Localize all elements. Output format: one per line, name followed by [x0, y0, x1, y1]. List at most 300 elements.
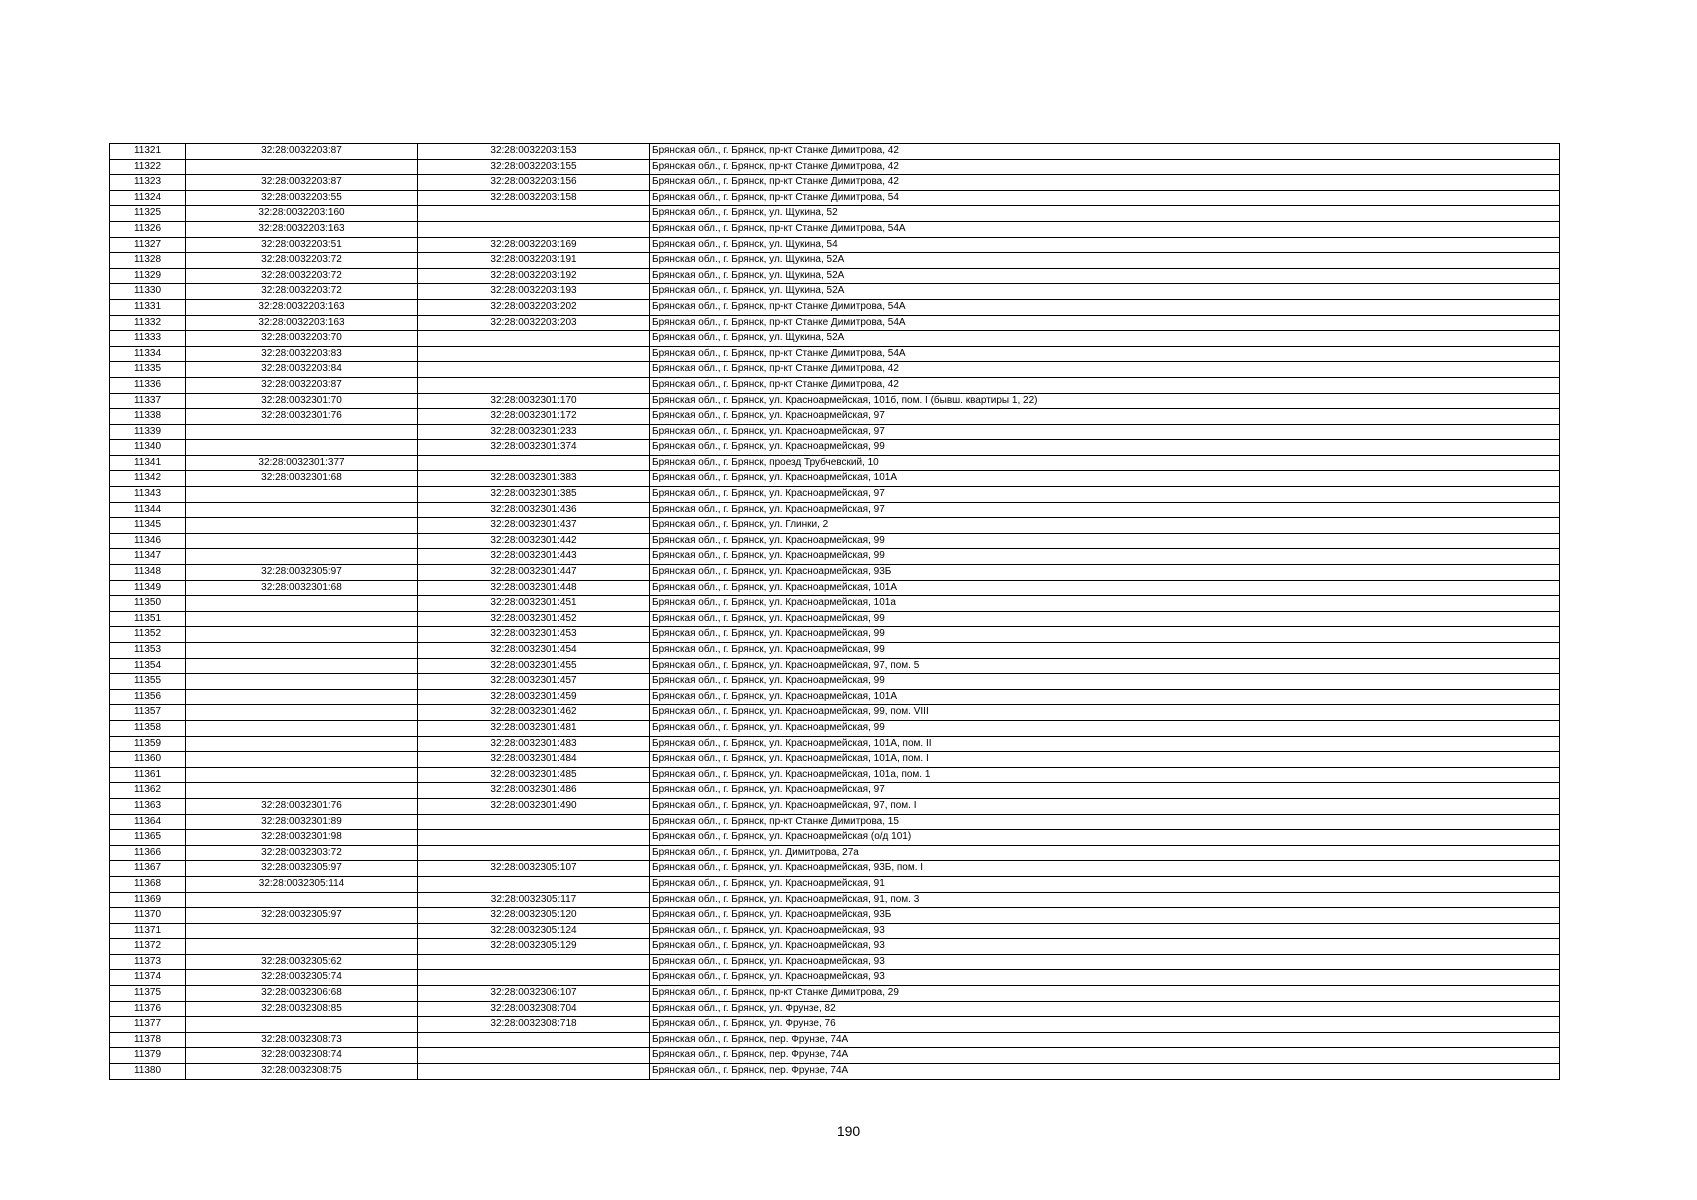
- address-cell: Брянская обл., г. Брянск, пр-кт Станке Димитрова, 54А: [650, 315, 1560, 331]
- address-cell: Брянская обл., г. Брянск, ул. Красноармейская, 91, пом. 3: [650, 892, 1560, 908]
- table-row: [110, 767, 1560, 783]
- row-number-cell: 11364: [110, 814, 186, 830]
- parcel-cadastral-number-cell: [186, 783, 418, 799]
- row-number-cell: 11322: [110, 159, 186, 175]
- row-number-cell: 11369: [110, 892, 186, 908]
- object-cadastral-number-cell: 32:28:0032308:718: [418, 1017, 650, 1033]
- address-cell: Брянская обл., г. Брянск, ул. Красноармейская, 99: [650, 643, 1560, 659]
- object-cadastral-number-cell: 32:28:0032203:203: [418, 315, 650, 331]
- address-cell: Брянская обл., г. Брянск, ул. Щукина, 52: [650, 206, 1560, 222]
- row-number-cell: 11356: [110, 689, 186, 705]
- object-cadastral-number-cell: [418, 970, 650, 986]
- object-cadastral-number-cell: 32:28:0032203:153: [418, 144, 650, 160]
- object-cadastral-number-cell: 32:28:0032306:107: [418, 986, 650, 1002]
- row-number-cell: 11347: [110, 549, 186, 565]
- row-number-cell: 11329: [110, 268, 186, 284]
- row-number-cell: 11326: [110, 221, 186, 237]
- parcel-cadastral-number-cell: 32:28:0032203:163: [186, 315, 418, 331]
- parcel-cadastral-number-cell: 32:28:0032301:70: [186, 393, 418, 409]
- row-number-cell: 11349: [110, 580, 186, 596]
- address-cell: Брянская обл., г. Брянск, ул. Красноармейская (о/д 101): [650, 830, 1560, 846]
- address-cell: Брянская обл., г. Брянск, ул. Красноармейская, 99: [650, 611, 1560, 627]
- object-cadastral-number-cell: 32:28:0032301:447: [418, 565, 650, 581]
- object-cadastral-number-cell: [418, 362, 650, 378]
- row-number-cell: 11372: [110, 939, 186, 955]
- object-cadastral-number-cell: 32:28:0032301:383: [418, 471, 650, 487]
- object-cadastral-number-cell: 32:28:0032301:385: [418, 487, 650, 503]
- parcel-cadastral-number-cell: [186, 736, 418, 752]
- address-cell: Брянская обл., г. Брянск, пр-кт Станке Димитрова, 42: [650, 144, 1560, 160]
- parcel-cadastral-number-cell: [186, 518, 418, 534]
- table-row: [110, 237, 1560, 253]
- address-cell: Брянская обл., г. Брянск, ул. Красноармейская, 99: [650, 720, 1560, 736]
- address-cell: Брянская обл., г. Брянск, пер. Фрунзе, 74А: [650, 1032, 1560, 1048]
- table-row: [110, 565, 1560, 581]
- object-cadastral-number-cell: 32:28:0032305:117: [418, 892, 650, 908]
- address-cell: Брянская обл., г. Брянск, пер. Фрунзе, 74А: [650, 1064, 1560, 1080]
- table-row: [110, 705, 1560, 721]
- table-row: [110, 643, 1560, 659]
- address-cell: Брянская обл., г. Брянск, ул. Фрунзе, 82: [650, 1001, 1560, 1017]
- table-row: [110, 533, 1560, 549]
- parcel-cadastral-number-cell: 32:28:0032203:72: [186, 268, 418, 284]
- address-cell: Брянская обл., г. Брянск, ул. Красноармейская, 99: [650, 440, 1560, 456]
- row-number-cell: 11330: [110, 284, 186, 300]
- parcel-cadastral-number-cell: [186, 689, 418, 705]
- address-cell: Брянская обл., г. Брянск, ул. Красноармейская, 97: [650, 502, 1560, 518]
- parcel-cadastral-number-cell: [186, 720, 418, 736]
- address-cell: Брянская обл., г. Брянск, проезд Трубчевский, 10: [650, 455, 1560, 471]
- parcel-cadastral-number-cell: 32:28:0032303:72: [186, 845, 418, 861]
- parcel-cadastral-number-cell: 32:28:0032203:87: [186, 144, 418, 160]
- parcel-cadastral-number-cell: [186, 674, 418, 690]
- row-number-cell: 11366: [110, 845, 186, 861]
- row-number-cell: 11325: [110, 206, 186, 222]
- table-row: [110, 876, 1560, 892]
- address-cell: Брянская обл., г. Брянск, ул. Фрунзе, 76: [650, 1017, 1560, 1033]
- object-cadastral-number-cell: 32:28:0032301:484: [418, 752, 650, 768]
- table-row: [110, 798, 1560, 814]
- address-cell: Брянская обл., г. Брянск, ул. Красноармейская, 99, пом. VIII: [650, 705, 1560, 721]
- parcel-cadastral-number-cell: 32:28:0032203:163: [186, 299, 418, 315]
- table-row: [110, 970, 1560, 986]
- row-number-cell: 11339: [110, 424, 186, 440]
- parcel-cadastral-number-cell: 32:28:0032203:163: [186, 221, 418, 237]
- object-cadastral-number-cell: [418, 377, 650, 393]
- table-row: [110, 752, 1560, 768]
- address-cell: Брянская обл., г. Брянск, ул. Красноармейская, 93: [650, 954, 1560, 970]
- table-row: [110, 393, 1560, 409]
- row-number-cell: 11328: [110, 253, 186, 269]
- parcel-cadastral-number-cell: [186, 440, 418, 456]
- parcel-cadastral-number-cell: 32:28:0032301:89: [186, 814, 418, 830]
- object-cadastral-number-cell: [418, 954, 650, 970]
- address-cell: Брянская обл., г. Брянск, ул. Красноармейская, 99: [650, 627, 1560, 643]
- table-row: [110, 596, 1560, 612]
- row-number-cell: 11360: [110, 752, 186, 768]
- parcel-cadastral-number-cell: 32:28:0032203:55: [186, 190, 418, 206]
- parcel-cadastral-number-cell: [186, 627, 418, 643]
- object-cadastral-number-cell: 32:28:0032203:155: [418, 159, 650, 175]
- row-number-cell: 11352: [110, 627, 186, 643]
- parcel-cadastral-number-cell: 32:28:0032203:72: [186, 284, 418, 300]
- parcel-cadastral-number-cell: 32:28:0032308:75: [186, 1064, 418, 1080]
- table-row: [110, 549, 1560, 565]
- address-cell: Брянская обл., г. Брянск, пр-кт Станке Димитрова, 54А: [650, 299, 1560, 315]
- address-cell: Брянская обл., г. Брянск, ул. Красноармейская, 93Б: [650, 908, 1560, 924]
- address-cell: Брянская обл., г. Брянск, ул. Щукина, 52А: [650, 331, 1560, 347]
- object-cadastral-number-cell: 32:28:0032301:172: [418, 409, 650, 425]
- address-cell: Брянская обл., г. Брянск, ул. Красноармейская, 93: [650, 923, 1560, 939]
- row-number-cell: 11353: [110, 643, 186, 659]
- parcel-cadastral-number-cell: [186, 752, 418, 768]
- table-row: [110, 331, 1560, 347]
- parcel-cadastral-number-cell: 32:28:0032203:51: [186, 237, 418, 253]
- object-cadastral-number-cell: 32:28:0032301:170: [418, 393, 650, 409]
- object-cadastral-number-cell: 32:28:0032203:202: [418, 299, 650, 315]
- row-number-cell: 11340: [110, 440, 186, 456]
- row-number-cell: 11350: [110, 596, 186, 612]
- parcel-cadastral-number-cell: [186, 487, 418, 503]
- row-number-cell: 11321: [110, 144, 186, 160]
- object-cadastral-number-cell: 32:28:0032301:453: [418, 627, 650, 643]
- table-row: [110, 720, 1560, 736]
- row-number-cell: 11332: [110, 315, 186, 331]
- page-number: 190: [836, 1123, 861, 1139]
- table-row: [110, 939, 1560, 955]
- address-cell: Брянская обл., г. Брянск, ул. Красноармейская, 101А: [650, 689, 1560, 705]
- table-row: [110, 253, 1560, 269]
- table-row: [110, 268, 1560, 284]
- table-row: [110, 440, 1560, 456]
- table-row: [110, 845, 1560, 861]
- table-row: [110, 471, 1560, 487]
- table-row: [110, 954, 1560, 970]
- address-cell: Брянская обл., г. Брянск, ул. Глинки, 2: [650, 518, 1560, 534]
- registry-table: [109, 143, 1560, 1080]
- row-number-cell: 11333: [110, 331, 186, 347]
- parcel-cadastral-number-cell: [186, 596, 418, 612]
- parcel-cadastral-number-cell: 32:28:0032301:68: [186, 471, 418, 487]
- parcel-cadastral-number-cell: [186, 643, 418, 659]
- row-number-cell: 11343: [110, 487, 186, 503]
- row-number-cell: 11348: [110, 565, 186, 581]
- parcel-cadastral-number-cell: [186, 533, 418, 549]
- address-cell: Брянская обл., г. Брянск, пр-кт Станке Димитрова, 15: [650, 814, 1560, 830]
- object-cadastral-number-cell: 32:28:0032305:120: [418, 908, 650, 924]
- address-cell: Брянская обл., г. Брянск, пр-кт Станке Димитрова, 42: [650, 175, 1560, 191]
- parcel-cadastral-number-cell: 32:28:0032305:97: [186, 565, 418, 581]
- object-cadastral-number-cell: 32:28:0032305:107: [418, 861, 650, 877]
- row-number-cell: 11365: [110, 830, 186, 846]
- parcel-cadastral-number-cell: [186, 923, 418, 939]
- object-cadastral-number-cell: 32:28:0032301:374: [418, 440, 650, 456]
- parcel-cadastral-number-cell: 32:28:0032203:84: [186, 362, 418, 378]
- row-number-cell: 11323: [110, 175, 186, 191]
- address-cell: Брянская обл., г. Брянск, ул. Щукина, 52А: [650, 253, 1560, 269]
- parcel-cadastral-number-cell: [186, 502, 418, 518]
- row-number-cell: 11351: [110, 611, 186, 627]
- table-row: [110, 502, 1560, 518]
- table-row: [110, 1032, 1560, 1048]
- row-number-cell: 11373: [110, 954, 186, 970]
- table-row: [110, 861, 1560, 877]
- table-row: [110, 783, 1560, 799]
- address-cell: Брянская обл., г. Брянск, ул. Красноармейская, 93Б, пом. I: [650, 861, 1560, 877]
- parcel-cadastral-number-cell: 32:28:0032305:97: [186, 908, 418, 924]
- table-row: [110, 1001, 1560, 1017]
- row-number-cell: 11362: [110, 783, 186, 799]
- object-cadastral-number-cell: 32:28:0032301:483: [418, 736, 650, 752]
- table-row: [110, 346, 1560, 362]
- object-cadastral-number-cell: 32:28:0032301:452: [418, 611, 650, 627]
- parcel-cadastral-number-cell: [186, 424, 418, 440]
- object-cadastral-number-cell: 32:28:0032301:485: [418, 767, 650, 783]
- table-row: [110, 284, 1560, 300]
- table-row: [110, 830, 1560, 846]
- row-number-cell: 11367: [110, 861, 186, 877]
- row-number-cell: 11324: [110, 190, 186, 206]
- object-cadastral-number-cell: 32:28:0032301:451: [418, 596, 650, 612]
- row-number-cell: 11357: [110, 705, 186, 721]
- object-cadastral-number-cell: 32:28:0032203:191: [418, 253, 650, 269]
- object-cadastral-number-cell: [418, 221, 650, 237]
- table-row: [110, 315, 1560, 331]
- address-cell: Брянская обл., г. Брянск, ул. Красноармейская, 101А: [650, 580, 1560, 596]
- address-cell: Брянская обл., г. Брянск, ул. Красноармейская, 99: [650, 674, 1560, 690]
- address-cell: Брянская обл., г. Брянск, ул. Красноармейская, 99: [650, 533, 1560, 549]
- object-cadastral-number-cell: 32:28:0032301:442: [418, 533, 650, 549]
- table-row: [110, 580, 1560, 596]
- parcel-cadastral-number-cell: 32:28:0032305:62: [186, 954, 418, 970]
- address-cell: Брянская обл., г. Брянск, пр-кт Станке Димитрова, 42: [650, 159, 1560, 175]
- parcel-cadastral-number-cell: 32:28:0032305:97: [186, 861, 418, 877]
- object-cadastral-number-cell: 32:28:0032301:455: [418, 658, 650, 674]
- address-cell: Брянская обл., г. Брянск, ул. Красноармейская, 101А: [650, 471, 1560, 487]
- table-row: [110, 627, 1560, 643]
- row-number-cell: 11359: [110, 736, 186, 752]
- object-cadastral-number-cell: 32:28:0032203:193: [418, 284, 650, 300]
- row-number-cell: 11361: [110, 767, 186, 783]
- object-cadastral-number-cell: 32:28:0032301:490: [418, 798, 650, 814]
- object-cadastral-number-cell: 32:28:0032203:156: [418, 175, 650, 191]
- table-row: [110, 377, 1560, 393]
- table-row: [110, 1064, 1560, 1080]
- address-cell: Брянская обл., г. Брянск, ул. Щукина, 54: [650, 237, 1560, 253]
- address-cell: Брянская обл., г. Брянск, ул. Красноармейская, 97, пом. I: [650, 798, 1560, 814]
- row-number-cell: 11342: [110, 471, 186, 487]
- object-cadastral-number-cell: [418, 331, 650, 347]
- table-row: [110, 424, 1560, 440]
- table-row: [110, 892, 1560, 908]
- address-cell: Брянская обл., г. Брянск, ул. Щукина, 52А: [650, 268, 1560, 284]
- address-cell: Брянская обл., г. Брянск, ул. Красноармейская, 93: [650, 970, 1560, 986]
- address-cell: Брянская обл., г. Брянск, ул. Красноармейская, 97: [650, 424, 1560, 440]
- table-row: [110, 409, 1560, 425]
- address-cell: Брянская обл., г. Брянск, ул. Красноармейская, 93: [650, 939, 1560, 955]
- row-number-cell: 11363: [110, 798, 186, 814]
- row-number-cell: 11371: [110, 923, 186, 939]
- address-cell: Брянская обл., г. Брянск, пр-кт Станке Димитрова, 29: [650, 986, 1560, 1002]
- object-cadastral-number-cell: 32:28:0032301:486: [418, 783, 650, 799]
- table-row: [110, 814, 1560, 830]
- row-number-cell: 11355: [110, 674, 186, 690]
- table-row: [110, 736, 1560, 752]
- table-row: [110, 175, 1560, 191]
- object-cadastral-number-cell: [418, 206, 650, 222]
- object-cadastral-number-cell: 32:28:0032301:233: [418, 424, 650, 440]
- row-number-cell: 11346: [110, 533, 186, 549]
- parcel-cadastral-number-cell: [186, 892, 418, 908]
- address-cell: Брянская обл., г. Брянск, ул. Красноармейская, 91: [650, 876, 1560, 892]
- object-cadastral-number-cell: [418, 1048, 650, 1064]
- object-cadastral-number-cell: [418, 830, 650, 846]
- address-cell: Брянская обл., г. Брянск, пр-кт Станке Димитрова, 54А: [650, 346, 1560, 362]
- parcel-cadastral-number-cell: [186, 658, 418, 674]
- table-row: [110, 611, 1560, 627]
- table-row: [110, 206, 1560, 222]
- object-cadastral-number-cell: [418, 346, 650, 362]
- table-row: [110, 299, 1560, 315]
- table-row: [110, 518, 1560, 534]
- address-cell: Брянская обл., г. Брянск, ул. Красноармейская, 93Б: [650, 565, 1560, 581]
- row-number-cell: 11337: [110, 393, 186, 409]
- address-cell: Брянская обл., г. Брянск, ул. Красноармейская, 101А, пом. I: [650, 752, 1560, 768]
- parcel-cadastral-number-cell: 32:28:0032203:70: [186, 331, 418, 347]
- object-cadastral-number-cell: 32:28:0032301:481: [418, 720, 650, 736]
- table-row: [110, 689, 1560, 705]
- row-number-cell: 11327: [110, 237, 186, 253]
- table-row: [110, 1017, 1560, 1033]
- address-cell: Брянская обл., г. Брянск, ул. Красноармейская, 101а, пом. 1: [650, 767, 1560, 783]
- parcel-cadastral-number-cell: 32:28:0032301:98: [186, 830, 418, 846]
- row-number-cell: 11345: [110, 518, 186, 534]
- table-row: [110, 455, 1560, 471]
- address-cell: Брянская обл., г. Брянск, ул. Красноармейская, 101А, пом. II: [650, 736, 1560, 752]
- table-row: [110, 674, 1560, 690]
- parcel-cadastral-number-cell: [186, 611, 418, 627]
- parcel-cadastral-number-cell: [186, 705, 418, 721]
- row-number-cell: 11344: [110, 502, 186, 518]
- row-number-cell: 11336: [110, 377, 186, 393]
- parcel-cadastral-number-cell: 32:28:0032305:74: [186, 970, 418, 986]
- object-cadastral-number-cell: [418, 455, 650, 471]
- address-cell: Брянская обл., г. Брянск, ул. Красноармейская, 97, пом. 5: [650, 658, 1560, 674]
- row-number-cell: 11334: [110, 346, 186, 362]
- object-cadastral-number-cell: 32:28:0032301:443: [418, 549, 650, 565]
- row-number-cell: 11374: [110, 970, 186, 986]
- object-cadastral-number-cell: 32:28:0032203:169: [418, 237, 650, 253]
- address-cell: Брянская обл., г. Брянск, пр-кт Станке Димитрова, 54А: [650, 221, 1560, 237]
- address-cell: Брянская обл., г. Брянск, пер. Фрунзе, 74А: [650, 1048, 1560, 1064]
- parcel-cadastral-number-cell: 32:28:0032305:114: [186, 876, 418, 892]
- parcel-cadastral-number-cell: 32:28:0032203:72: [186, 253, 418, 269]
- table-row: [110, 144, 1560, 160]
- object-cadastral-number-cell: [418, 845, 650, 861]
- address-cell: Брянская обл., г. Брянск, пр-кт Станке Димитрова, 42: [650, 377, 1560, 393]
- parcel-cadastral-number-cell: [186, 767, 418, 783]
- object-cadastral-number-cell: [418, 814, 650, 830]
- parcel-cadastral-number-cell: 32:28:0032203:87: [186, 377, 418, 393]
- table-row: [110, 487, 1560, 503]
- parcel-cadastral-number-cell: 32:28:0032301:377: [186, 455, 418, 471]
- table-row: [110, 159, 1560, 175]
- row-number-cell: 11354: [110, 658, 186, 674]
- row-number-cell: 11335: [110, 362, 186, 378]
- row-number-cell: 11379: [110, 1048, 186, 1064]
- object-cadastral-number-cell: 32:28:0032301:454: [418, 643, 650, 659]
- parcel-cadastral-number-cell: 32:28:0032308:73: [186, 1032, 418, 1048]
- row-number-cell: 11338: [110, 409, 186, 425]
- row-number-cell: 11331: [110, 299, 186, 315]
- registry-table-body: [110, 144, 1560, 1080]
- parcel-cadastral-number-cell: 32:28:0032203:87: [186, 175, 418, 191]
- row-number-cell: 11368: [110, 876, 186, 892]
- row-number-cell: 11375: [110, 986, 186, 1002]
- parcel-cadastral-number-cell: 32:28:0032308:85: [186, 1001, 418, 1017]
- row-number-cell: 11370: [110, 908, 186, 924]
- parcel-cadastral-number-cell: 32:28:0032301:76: [186, 798, 418, 814]
- row-number-cell: 11380: [110, 1064, 186, 1080]
- table-row: [110, 362, 1560, 378]
- object-cadastral-number-cell: 32:28:0032305:129: [418, 939, 650, 955]
- object-cadastral-number-cell: 32:28:0032301:459: [418, 689, 650, 705]
- object-cadastral-number-cell: 32:28:0032203:192: [418, 268, 650, 284]
- object-cadastral-number-cell: 32:28:0032301:462: [418, 705, 650, 721]
- parcel-cadastral-number-cell: 32:28:0032301:76: [186, 409, 418, 425]
- object-cadastral-number-cell: [418, 876, 650, 892]
- address-cell: Брянская обл., г. Брянск, ул. Щукина, 52А: [650, 284, 1560, 300]
- row-number-cell: 11358: [110, 720, 186, 736]
- object-cadastral-number-cell: 32:28:0032305:124: [418, 923, 650, 939]
- object-cadastral-number-cell: 32:28:0032301:437: [418, 518, 650, 534]
- address-cell: Брянская обл., г. Брянск, пр-кт Станке Димитрова, 42: [650, 362, 1560, 378]
- row-number-cell: 11341: [110, 455, 186, 471]
- object-cadastral-number-cell: 32:28:0032301:457: [418, 674, 650, 690]
- parcel-cadastral-number-cell: [186, 1017, 418, 1033]
- parcel-cadastral-number-cell: 32:28:0032308:74: [186, 1048, 418, 1064]
- object-cadastral-number-cell: 32:28:0032301:448: [418, 580, 650, 596]
- row-number-cell: 11378: [110, 1032, 186, 1048]
- table-row: [110, 658, 1560, 674]
- table-row: [110, 923, 1560, 939]
- parcel-cadastral-number-cell: 32:28:0032306:68: [186, 986, 418, 1002]
- address-cell: Брянская обл., г. Брянск, ул. Красноармейская, 101а: [650, 596, 1560, 612]
- address-cell: Брянская обл., г. Брянск, пр-кт Станке Димитрова, 54: [650, 190, 1560, 206]
- parcel-cadastral-number-cell: 32:28:0032301:68: [186, 580, 418, 596]
- address-cell: Брянская обл., г. Брянск, ул. Красноармейская, 97: [650, 409, 1560, 425]
- parcel-cadastral-number-cell: 32:28:0032203:160: [186, 206, 418, 222]
- table-row: [110, 986, 1560, 1002]
- object-cadastral-number-cell: 32:28:0032301:436: [418, 502, 650, 518]
- table-row: [110, 908, 1560, 924]
- row-number-cell: 11377: [110, 1017, 186, 1033]
- table-row: [110, 190, 1560, 206]
- address-cell: Брянская обл., г. Брянск, ул. Димитрова, 27а: [650, 845, 1560, 861]
- object-cadastral-number-cell: 32:28:0032203:158: [418, 190, 650, 206]
- parcel-cadastral-number-cell: 32:28:0032203:83: [186, 346, 418, 362]
- object-cadastral-number-cell: [418, 1064, 650, 1080]
- table-row: [110, 1048, 1560, 1064]
- parcel-cadastral-number-cell: [186, 159, 418, 175]
- address-cell: Брянская обл., г. Брянск, ул. Красноармейская, 97: [650, 487, 1560, 503]
- table-row: [110, 221, 1560, 237]
- row-number-cell: 11376: [110, 1001, 186, 1017]
- address-cell: Брянская обл., г. Брянск, ул. Красноармейская, 101б, пом. I (бывш. квартиры 1, 22): [650, 393, 1560, 409]
- parcel-cadastral-number-cell: [186, 939, 418, 955]
- object-cadastral-number-cell: 32:28:0032308:704: [418, 1001, 650, 1017]
- address-cell: Брянская обл., г. Брянск, ул. Красноармейская, 97: [650, 783, 1560, 799]
